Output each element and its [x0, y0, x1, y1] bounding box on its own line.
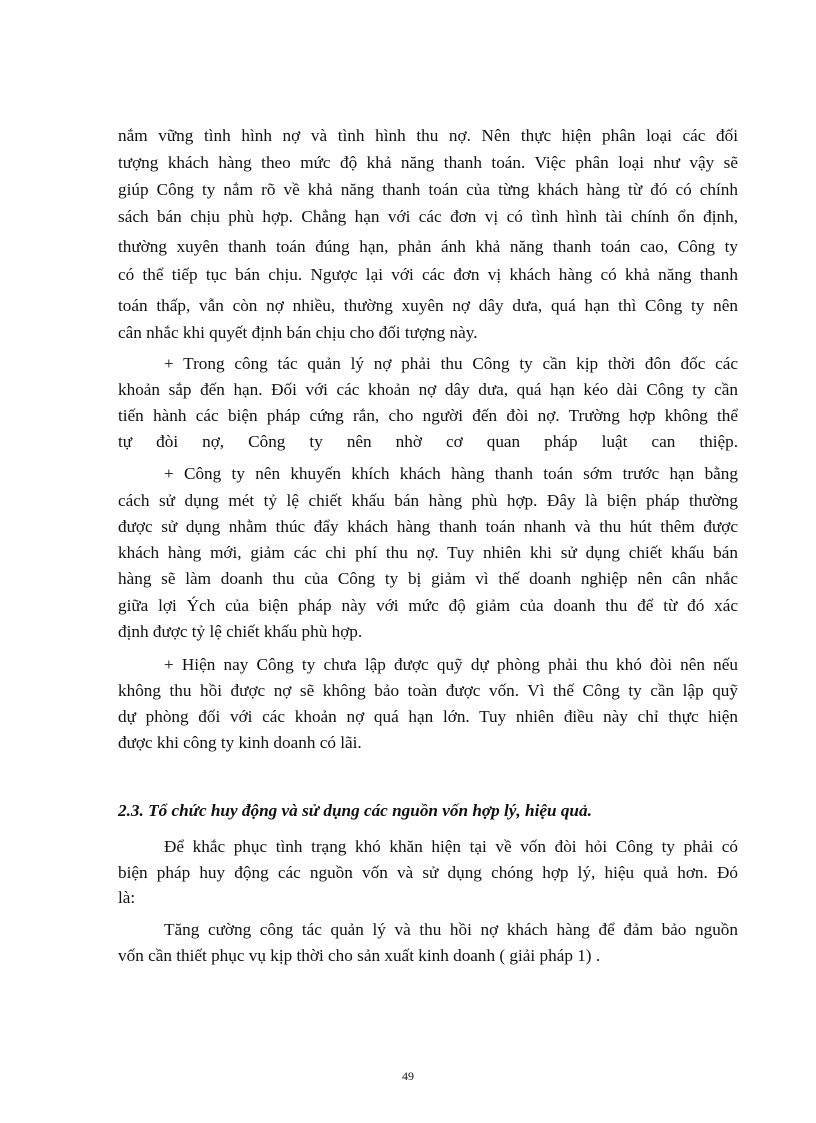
paragraph-3-line-3: được sử dụng nhằm thúc đẩy khách hàng thanh toán nhanh và thu hút thêm được: [118, 517, 738, 536]
paragraph-6-line-1: Tăng cường công tác quản lý và thu hồi nợ khách hàng để đảm bảo nguồn: [164, 920, 738, 939]
paragraph-4-line-1: + Hiện nay Công ty chưa lập được quỹ dự phòng phải thu khó đòi nên nếu: [164, 655, 738, 674]
paragraph-3-line-5: hàng sẽ làm doanh thu của Công ty bị giảm vì thế doanh nghiệp nên cân nhắc: [118, 569, 738, 588]
paragraph-1-line-2: tượng khách hàng theo mức độ khả năng thanh toán. Việc phân loại như vậy sẽ: [118, 153, 738, 172]
paragraph-4-line-3: dự phòng đối với các khoản nợ quá hạn lớn. Tuy nhiên điều này chỉ thực hiện: [118, 707, 738, 726]
paragraph-1-line-3: giúp Công ty nắm rõ về khả năng thanh toán của từng khách hàng từ đó có chính: [118, 180, 738, 199]
paragraph-3-line-4: khách hàng mới, giảm các chi phí thu nợ. Tuy nhiên khi sử dụng chiết khấu bán: [118, 543, 738, 562]
paragraph-5-line-1: Để khắc phục tình trạng khó khăn hiện tại về vốn đòi hỏi Công ty phải có: [164, 837, 738, 856]
section-heading: 2.3. Tổ chức huy động và sử dụng các nguồn vốn hợp lý, hiệu quả.: [118, 801, 592, 820]
paragraph-3-line-1: + Công ty nên khuyến khích khách hàng thanh toán sớm trước hạn bằng: [164, 464, 738, 483]
paragraph-3-line-2: cách sử dụng mét tỷ lệ chiết khấu bán hàng phù hợp. Đây là biện pháp thường: [118, 491, 738, 510]
paragraph-4-line-2: không thu hồi được nợ sẽ không bảo toàn được vốn. Vì thế Công ty cần lập quỹ: [118, 681, 738, 700]
paragraph-1-line-8: cân nhắc khi quyết định bán chịu cho đối tượng này.: [118, 323, 478, 342]
paragraph-5-line-2: biện pháp huy động các nguồn vốn và sử dụng chóng hợp lý, hiệu quả hơn. Đó: [118, 863, 738, 882]
paragraph-1-line-7: toán thấp, vẫn còn nợ nhiều, thường xuyên nợ dây dưa, quá hạn thì Công ty nên: [118, 296, 738, 315]
paragraph-3-line-7: định được tỷ lệ chiết khấu phù hợp.: [118, 622, 363, 641]
paragraph-1-line-5: thường xuyên thanh toán đúng hạn, phản ánh khả năng thanh toán cao, Công ty: [118, 237, 738, 256]
paragraph-6-line-2: vốn cần thiết phục vụ kịp thời cho sản xuất kinh doanh ( giải pháp 1) .: [118, 946, 601, 965]
paragraph-5-line-3: là:: [118, 888, 136, 907]
paragraph-4-line-4: được khi công ty kinh doanh có lãi.: [118, 733, 362, 752]
paragraph-1-line-4: sách bán chịu phù hợp. Chẳng hạn với các đơn vị có tình hình tài chính ổn định,: [118, 207, 738, 226]
page-number: 49: [402, 1069, 414, 1083]
paragraph-1-line-1: nắm vững tình hình nợ và tình hình thu nợ. Nên thực hiện phân loại các đối: [118, 126, 738, 145]
paragraph-3-line-6: giữa lợi Ých của biện pháp này với mức độ giảm của doanh thu để từ đó xác: [118, 596, 738, 615]
paragraph-1-line-6: có thể tiếp tục bán chịu. Ngược lại với các đơn vị khách hàng có khả năng thanh: [118, 265, 738, 284]
paragraph-2-line-4: tự đòi nợ, Công ty nên nhờ cơ quan pháp luật can thiệp.: [118, 432, 738, 451]
paragraph-2-line-2: khoản sắp đến hạn. Đối với các khoản nợ dây dưa, quá hạn kéo dài Công ty cần: [118, 380, 738, 399]
paragraph-2-line-1: + Trong công tác quản lý nợ phải thu Công ty cần kịp thời đôn đốc các: [164, 354, 738, 373]
paragraph-2-line-3: tiến hành các biện pháp cứng rắn, cho người đến đòi nợ. Trường hợp không thể: [118, 406, 738, 425]
